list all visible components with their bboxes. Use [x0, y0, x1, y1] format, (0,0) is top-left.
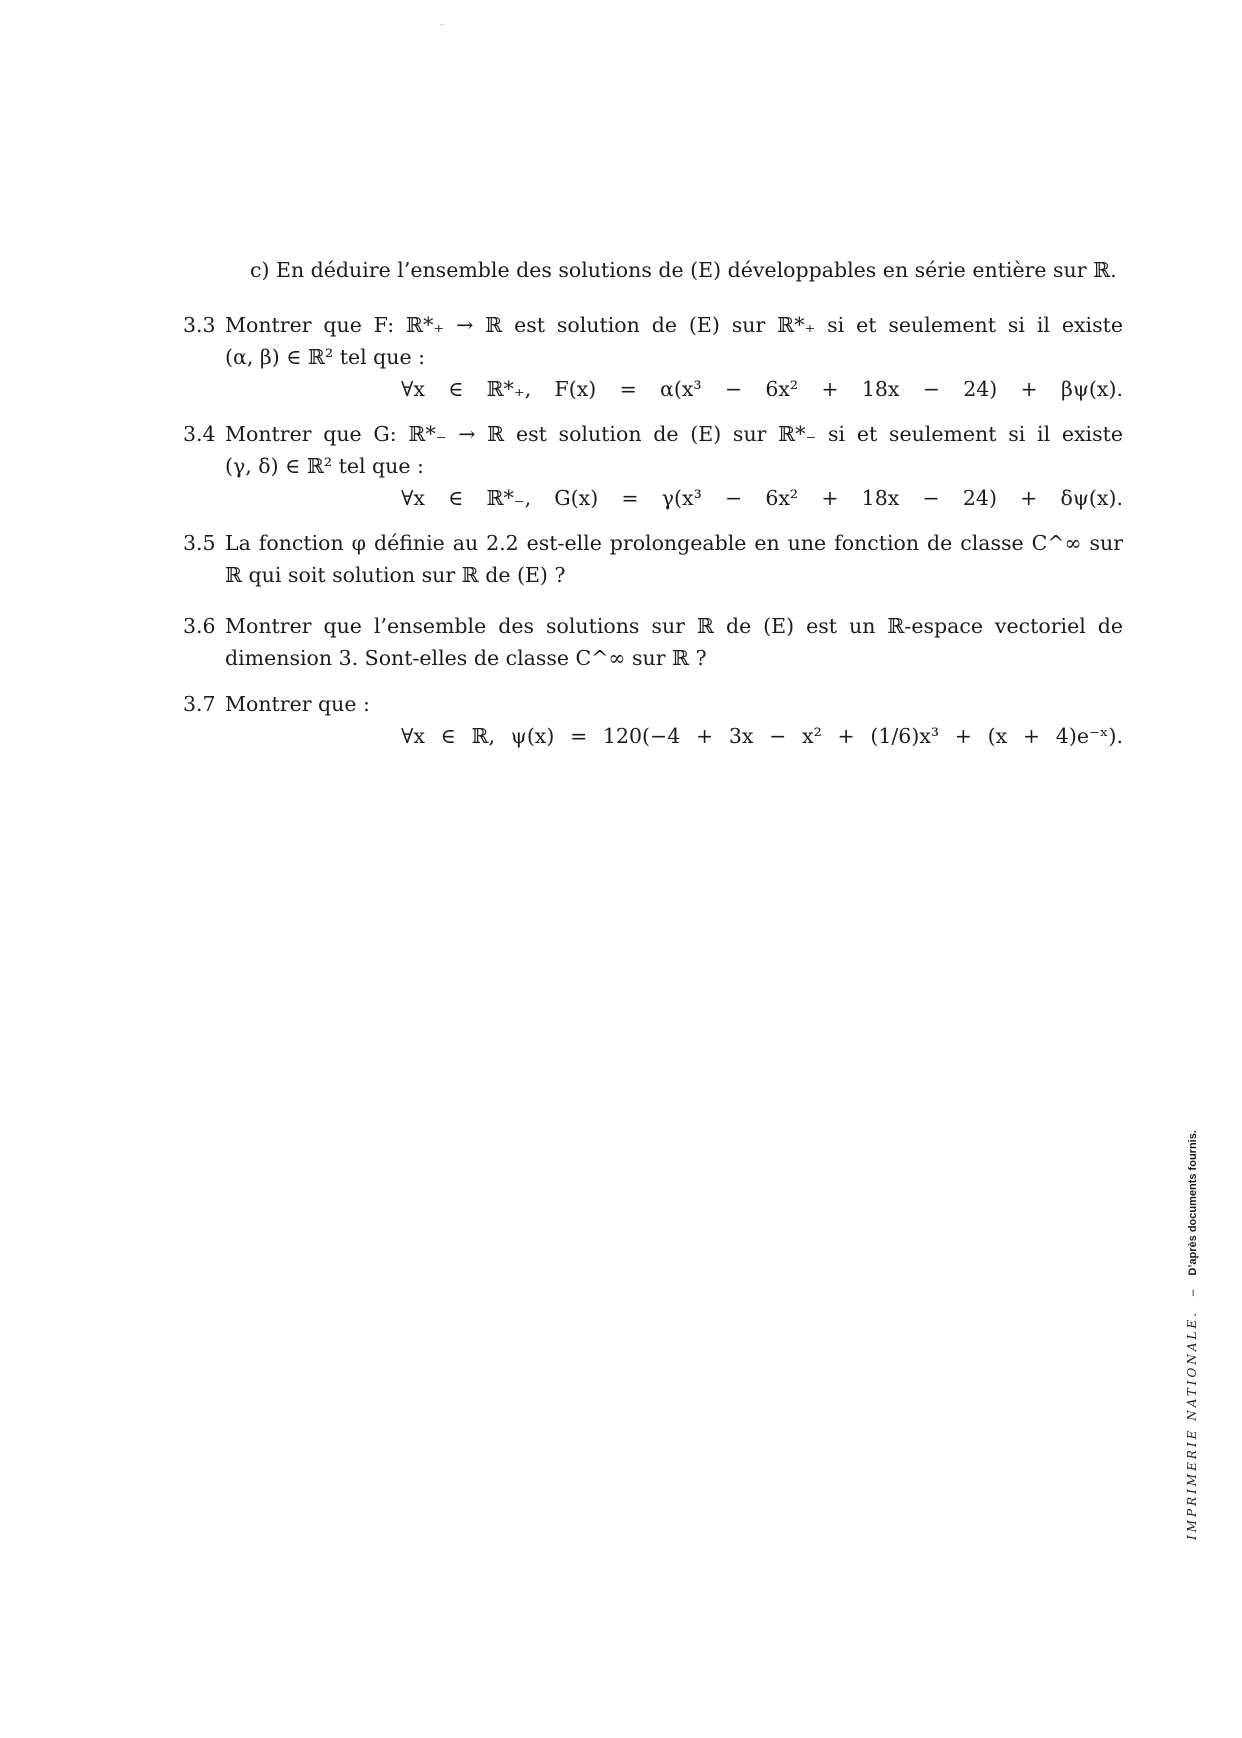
imprint-dash: –	[1185, 1289, 1199, 1297]
credit-label: D’après documents fournis.	[1187, 1130, 1199, 1276]
question-line: (α, β) ∈ ℝ² tel que :	[225, 345, 426, 369]
question-3-3	[183, 309, 1123, 405]
question-line: Montrer que :	[225, 692, 370, 716]
question-number: 3.6	[183, 614, 216, 638]
formula: ∀x ∈ ℝ, ψ(x) = 120(−4 + 3x − x² + (1/6)x³ + (x + 4)e⁻ˣ).	[401, 724, 1123, 748]
question-line: (γ, δ) ∈ ℝ² tel que :	[225, 454, 424, 478]
question-number: 3.3	[183, 313, 216, 337]
question-3-4	[183, 418, 1123, 514]
scan-speck	[441, 24, 442, 25]
question-line: Montrer que F: ℝ*₊ → ℝ est solution de (E) sur ℝ*₊ si et seulement si il existe	[225, 313, 1123, 337]
question-number: 3.5	[183, 531, 216, 555]
question-line: dimension 3. Sont-elles de classe C^∞ sur ℝ ?	[225, 646, 707, 670]
question-line: ℝ qui soit solution sur ℝ de (E) ?	[225, 563, 566, 587]
formula: ∀x ∈ ℝ*₋, G(x) = γ(x³ − 6x² + 18x − 24) + δψ(x).	[401, 486, 1123, 510]
imprimerie-label: IMPRIMERIE NATIONALE.	[1185, 1309, 1199, 1540]
printer-imprint	[1185, 1130, 1200, 1540]
question-line: Montrer que G: ℝ*₋ → ℝ est solution de (E) sur ℝ*₋ si et seulement si il existe	[225, 422, 1123, 446]
question-line: Montrer que l’ensemble des solutions sur ℝ de (E) est un ℝ-espace vectoriel de	[225, 614, 1123, 638]
question-3-7	[183, 688, 1123, 752]
question-3-5	[183, 527, 1123, 591]
question-number: 3.7	[183, 692, 216, 716]
question-3-6	[183, 610, 1123, 674]
item-c-text: c) En déduire l’ensemble des solutions de (E) développables en série entière sur ℝ.	[250, 258, 1117, 282]
question-line: La fonction φ définie au 2.2 est-elle prolongeable en une fonction de classe C^∞ sur	[225, 531, 1123, 555]
formula: ∀x ∈ ℝ*₊, F(x) = α(x³ − 6x² + 18x − 24) + βψ(x).	[401, 377, 1123, 401]
question-number: 3.4	[183, 422, 216, 446]
